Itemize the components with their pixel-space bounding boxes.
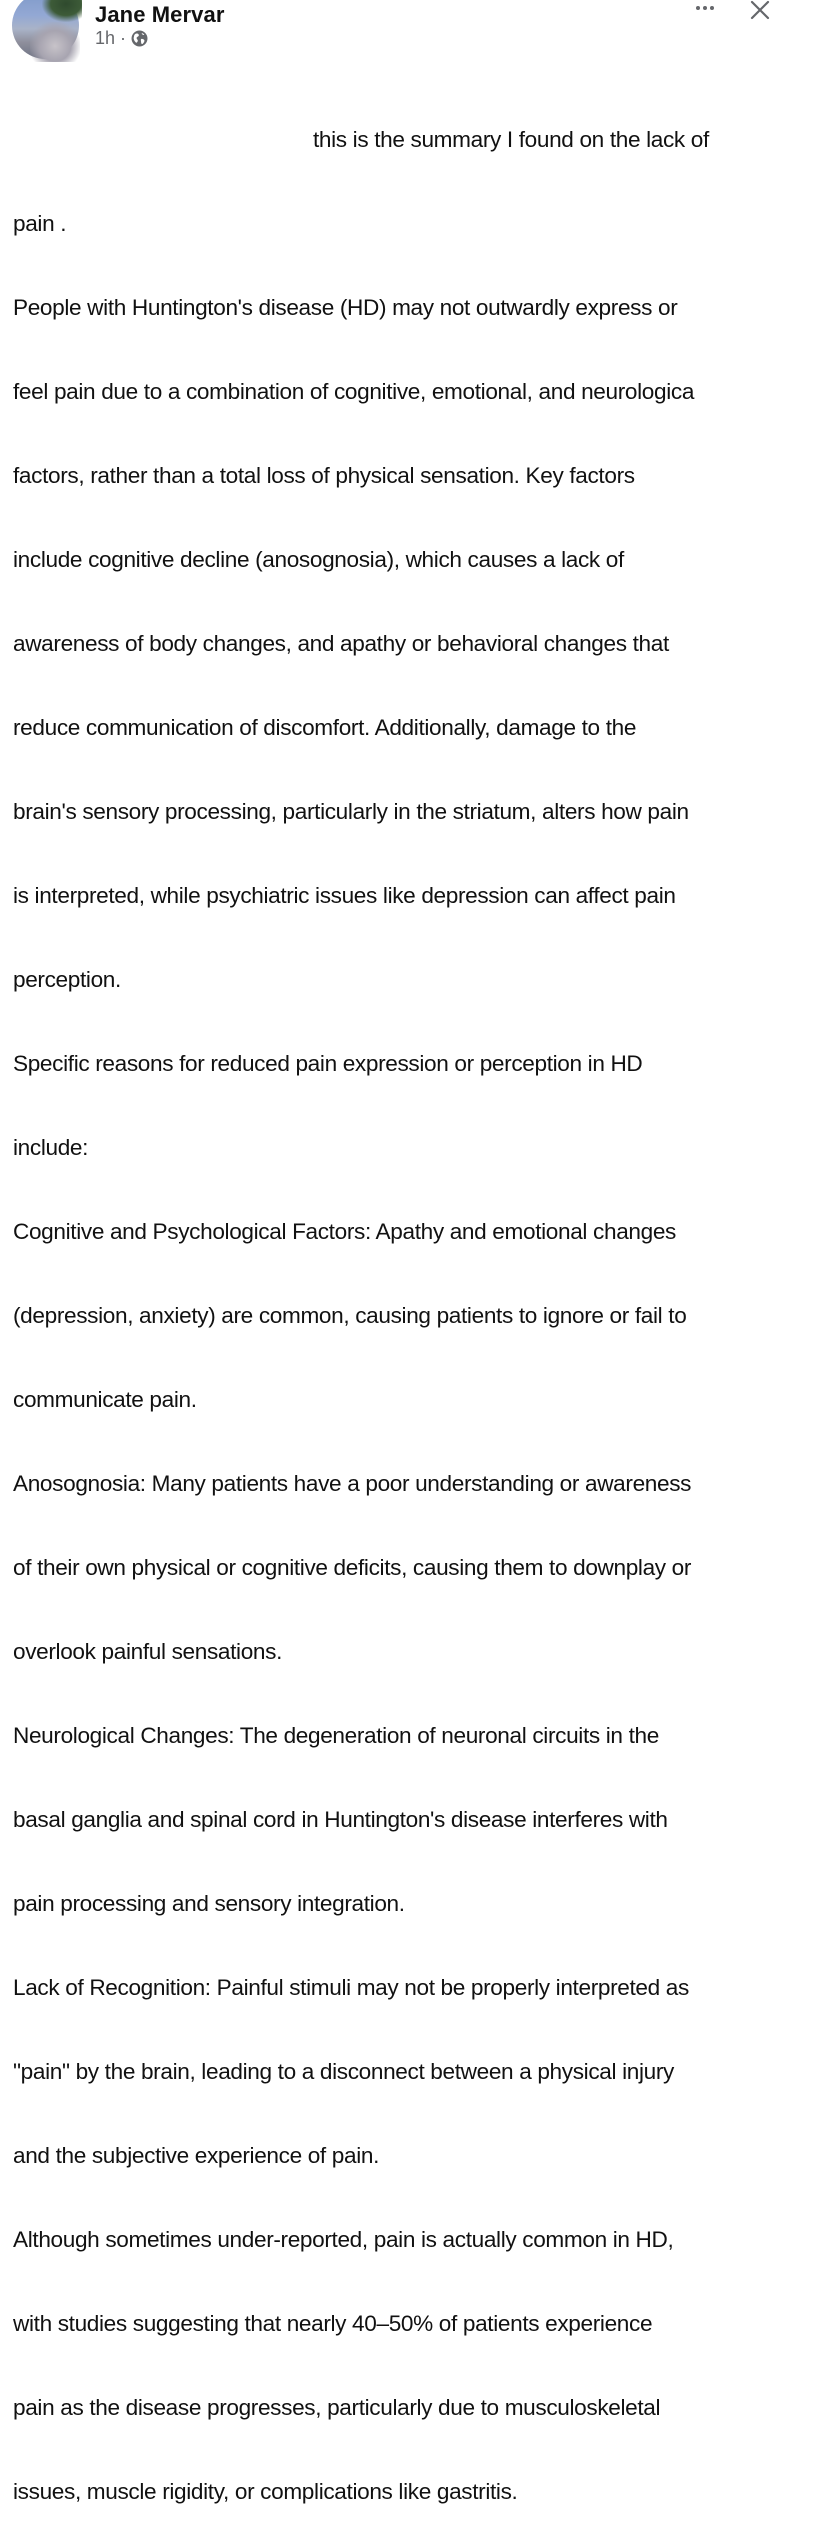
- post-line: and the subjective experience of pain.: [13, 2143, 380, 2168]
- post-line: (depression, anxiety) are common, causing patients to ignore or fail to: [13, 1303, 687, 1328]
- author-name[interactable]: Jane Mervar: [95, 2, 225, 27]
- post-line: communicate pain.: [13, 1387, 197, 1412]
- post-line: is interpreted, while psychiatric issues like depression can affect pain: [13, 883, 676, 908]
- post-line: pain as the disease progresses, particularly due to musculoskeletal: [13, 2395, 661, 2420]
- more-options-icon-dot: [710, 6, 714, 10]
- globe-icon: [131, 30, 148, 47]
- post-line: basal ganglia and spinal cord in Huntington's disease interferes with: [13, 1807, 668, 1832]
- post-line: Neurological Changes: The degeneration of neuronal circuits in the: [13, 1723, 659, 1748]
- post-header: [0, 0, 768, 64]
- more-options-button[interactable]: [690, 0, 720, 16]
- meta-separator: ·: [120, 28, 127, 48]
- post-line: reduce communication of discomfort. Additionally, damage to the: [13, 715, 637, 740]
- post-meta: [95, 28, 148, 49]
- post-line: of their own physical or cognitive deficits, causing them to downplay or: [13, 1555, 692, 1580]
- more-options-icon: [696, 6, 700, 10]
- post-line: include cognitive decline (anosognosia), which causes a lack of: [13, 547, 624, 572]
- post-line: Anosognosia: Many patients have a poor understanding or awareness: [13, 1471, 692, 1496]
- post-line: Cognitive and Psychological Factors: Apathy and emotional changes: [13, 1219, 677, 1244]
- post-line: "pain" by the brain, leading to a disconnect between a physical injury: [13, 2059, 674, 2084]
- post-line: perception.: [13, 967, 121, 992]
- post-line: People with Huntington's disease (HD) may not outwardly express or: [13, 295, 678, 320]
- post-line: with studies suggesting that nearly 40–50% of patients experience: [13, 2311, 653, 2336]
- avatar-trees: [42, 0, 82, 22]
- post-line: feel pain due to a combination of cognitive, emotional, and neurologica: [13, 379, 695, 404]
- post-line: include:: [13, 1135, 89, 1160]
- more-options-icon-dot: [703, 6, 707, 10]
- post-line: factors, rather than a total loss of physical sensation. Key factors: [13, 463, 635, 488]
- post-body: [13, 70, 813, 2534]
- post-line: brain's sensory processing, particularly in the striatum, alters how pain: [13, 799, 689, 824]
- post-line: Lack of Recognition: Painful stimuli may not be properly interpreted as: [13, 1975, 689, 2000]
- avatar-shore: [30, 22, 80, 62]
- post-line: awareness of body changes, and apathy or behavioral changes that: [13, 631, 669, 656]
- post-line: pain processing and sensory integration.: [13, 1891, 405, 1916]
- post-line: overlook painful sensations.: [13, 1639, 283, 1664]
- post-line: this is the summary I found on the lack of: [313, 127, 709, 152]
- post-line: Although sometimes under-reported, pain is actually common in HD,: [13, 2227, 674, 2252]
- close-icon[interactable]: [748, 0, 770, 20]
- post-line: Specific reasons for reduced pain expression or perception in HD: [13, 1051, 643, 1076]
- post-line: issues, muscle rigidity, or complications like gastritis.: [13, 2479, 518, 2504]
- timestamp[interactable]: 1h: [95, 28, 116, 48]
- post-line: pain .: [13, 211, 67, 236]
- avatar[interactable]: [12, 0, 79, 59]
